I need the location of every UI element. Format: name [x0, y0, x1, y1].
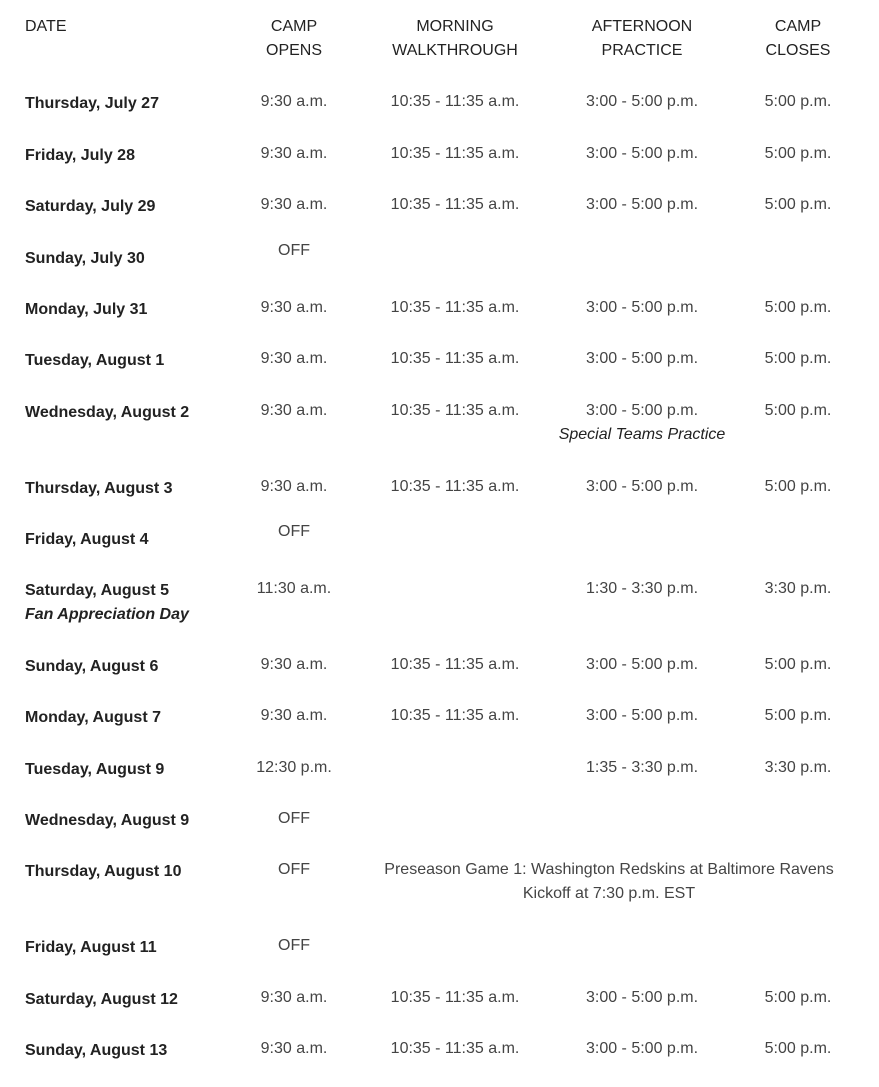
camp-opens-cell: 9:30 a.m. — [260, 1040, 328, 1057]
camp-closes-cell: 5:00 p.m. — [764, 350, 832, 367]
afternoon-time: 3:00 - 5:00 p.m. — [585, 478, 699, 495]
camp-opens-cell: 9:30 a.m. — [260, 989, 328, 1006]
camp-opens-cell: 9:30 a.m. — [260, 145, 328, 162]
date-text: Tuesday, August 1 — [25, 352, 165, 369]
table-row — [0, 193, 879, 243]
morning-walkthrough-cell: 10:35 - 11:35 a.m. — [390, 145, 520, 162]
morning-walkthrough-cell: 10:35 - 11:35 a.m. — [390, 299, 520, 316]
date-cell — [25, 401, 189, 425]
afternoon-practice-cell — [586, 475, 698, 499]
afternoon-time: 1:35 - 3:30 p.m. — [585, 759, 699, 776]
camp-opens-cell: 9:30 a.m. — [260, 402, 328, 419]
camp-opens-cell: 9:30 a.m. — [260, 656, 328, 673]
table-row — [0, 347, 879, 397]
table-row — [0, 756, 879, 806]
morning-walkthrough-cell: 10:35 - 11:35 a.m. — [390, 93, 520, 110]
header-camp-opens-line1: CAMP — [270, 18, 318, 35]
header-afternoon-line1: AFTERNOON — [591, 18, 693, 35]
afternoon-practice-cell — [586, 90, 698, 114]
header-date: DATE — [25, 18, 67, 35]
camp-closes-cell: 5:00 p.m. — [764, 93, 832, 110]
afternoon-practice-cell — [586, 577, 698, 601]
afternoon-practice-cell — [586, 347, 698, 371]
afternoon-practice-cell — [586, 704, 698, 728]
camp-opens-cell: 9:30 a.m. — [260, 93, 328, 110]
afternoon-time: 3:00 - 5:00 p.m. — [585, 656, 699, 673]
date-cell — [25, 528, 149, 552]
game-kickoff: Kickoff at 7:30 p.m. EST — [522, 885, 696, 902]
header-camp-closes-line1: CAMP — [774, 18, 822, 35]
afternoon-practice-cell — [586, 756, 698, 780]
afternoon-time: 3:00 - 5:00 p.m. — [585, 989, 699, 1006]
afternoon-practice-cell — [559, 399, 726, 447]
table-row — [0, 934, 879, 984]
date-cell — [25, 349, 164, 373]
date-text: Sunday, July 30 — [25, 250, 145, 267]
camp-opens-cell: 9:30 a.m. — [260, 350, 328, 367]
morning-walkthrough-cell: 10:35 - 11:35 a.m. — [390, 1040, 520, 1057]
date-cell — [25, 706, 161, 730]
header-morning-line2: WALKTHROUGH — [392, 42, 518, 59]
date-cell — [25, 758, 164, 782]
camp-closes-cell: 3:30 p.m. — [764, 580, 832, 597]
date-cell — [25, 860, 181, 884]
header-afternoon-practice — [592, 15, 692, 63]
camp-closes-cell: 3:30 p.m. — [764, 759, 832, 776]
table-row — [0, 296, 879, 346]
camp-closes-cell: 5:00 p.m. — [764, 478, 832, 495]
table-row — [0, 242, 879, 295]
preseason-game-note — [384, 858, 833, 906]
camp-closes-cell: 5:00 p.m. — [764, 989, 832, 1006]
camp-closes-cell: 5:00 p.m. — [764, 656, 832, 673]
header-morning-line1: MORNING — [416, 18, 494, 35]
table-row — [0, 577, 879, 627]
date-text: Tuesday, August 9 — [25, 761, 165, 778]
camp-opens-cell: OFF — [278, 523, 310, 540]
table-row — [0, 475, 879, 525]
date-text: Saturday, August 12 — [25, 991, 178, 1008]
table-row — [0, 704, 879, 754]
afternoon-practice-cell — [586, 296, 698, 320]
morning-walkthrough-cell: 10:35 - 11:35 a.m. — [390, 707, 520, 724]
date-text: Saturday, July 29 — [25, 198, 156, 215]
date-text: Friday, July 28 — [25, 147, 135, 164]
date-cell — [25, 579, 189, 627]
date-text: Friday, August 11 — [25, 939, 157, 956]
camp-opens-cell: OFF — [278, 861, 310, 878]
camp-closes-cell: 5:00 p.m. — [764, 299, 832, 316]
afternoon-practice-cell — [586, 1037, 698, 1061]
camp-opens-cell: OFF — [278, 242, 310, 259]
morning-walkthrough-cell: 10:35 - 11:35 a.m. — [390, 478, 520, 495]
date-text: Thursday, August 3 — [25, 480, 173, 497]
table-row — [0, 858, 879, 908]
date-text: Thursday, July 27 — [25, 95, 159, 112]
afternoon-time: 3:00 - 5:00 p.m. — [585, 93, 699, 110]
table-row — [0, 523, 879, 576]
header-camp-opens — [266, 15, 322, 63]
table-row — [0, 142, 879, 192]
table-row — [0, 807, 879, 857]
table-row — [0, 986, 879, 1036]
date-cell — [25, 1039, 167, 1063]
afternoon-practice-cell — [586, 142, 698, 166]
afternoon-time: 3:00 - 5:00 p.m. — [585, 1040, 699, 1057]
date-text: Sunday, August 6 — [25, 658, 159, 675]
morning-walkthrough-cell: 10:35 - 11:35 a.m. — [390, 989, 520, 1006]
morning-walkthrough-cell: 10:35 - 11:35 a.m. — [390, 196, 520, 213]
camp-opens-cell: 9:30 a.m. — [260, 299, 328, 316]
morning-walkthrough-cell: 10:35 - 11:35 a.m. — [390, 656, 520, 673]
camp-opens-cell: 11:30 a.m. — [256, 580, 332, 597]
camp-closes-cell: 5:00 p.m. — [764, 196, 832, 213]
afternoon-time: 3:00 - 5:00 p.m. — [585, 350, 699, 367]
afternoon-time: 3:00 - 5:00 p.m. — [585, 707, 699, 724]
camp-opens-cell: 9:30 a.m. — [260, 478, 328, 495]
header-camp-opens-line2: OPENS — [265, 42, 323, 59]
date-text: Wednesday, August 2 — [25, 404, 190, 421]
camp-opens-cell: OFF — [278, 937, 310, 954]
afternoon-practice-cell — [586, 986, 698, 1010]
date-cell — [25, 92, 159, 116]
afternoon-time: 3:00 - 5:00 p.m. — [585, 402, 699, 419]
date-text: Sunday, August 13 — [25, 1042, 168, 1059]
table-row — [0, 1037, 879, 1087]
morning-walkthrough-cell: 10:35 - 11:35 a.m. — [390, 350, 520, 367]
afternoon-time: 3:00 - 5:00 p.m. — [585, 145, 699, 162]
afternoon-time: 3:00 - 5:00 p.m. — [585, 196, 699, 213]
date-note: Fan Appreciation Day — [25, 606, 189, 623]
camp-closes-cell: 5:00 p.m. — [764, 402, 832, 419]
date-cell — [25, 936, 157, 960]
header-afternoon-line2: PRACTICE — [601, 42, 683, 59]
date-cell — [25, 809, 189, 833]
date-text: Wednesday, August 9 — [25, 812, 190, 829]
date-cell — [25, 477, 173, 501]
camp-closes-cell: 5:00 p.m. — [764, 145, 832, 162]
date-cell — [25, 247, 145, 271]
date-cell — [25, 195, 155, 219]
afternoon-time: 1:30 - 3:30 p.m. — [585, 580, 699, 597]
date-text: Thursday, August 10 — [25, 863, 182, 880]
camp-closes-cell: 5:00 p.m. — [764, 1040, 832, 1057]
date-cell — [25, 144, 135, 168]
header-morning-walkthrough — [392, 15, 518, 63]
table-row — [0, 90, 879, 140]
camp-opens-cell: 12:30 p.m. — [256, 759, 332, 776]
afternoon-practice-cell — [586, 653, 698, 677]
table-row — [0, 399, 879, 449]
date-cell — [25, 298, 147, 322]
game-matchup: Preseason Game 1: Washington Redskins at Baltimore Ravens — [384, 861, 834, 878]
afternoon-note: Special Teams Practice — [558, 426, 726, 443]
date-text: Saturday, August 5 — [25, 582, 170, 599]
table-row — [0, 653, 879, 703]
afternoon-practice-cell — [586, 193, 698, 217]
morning-walkthrough-cell: 10:35 - 11:35 a.m. — [390, 402, 520, 419]
header-camp-closes — [766, 15, 831, 63]
date-text: Friday, August 4 — [25, 531, 149, 548]
date-text: Monday, July 31 — [25, 301, 148, 318]
camp-closes-cell: 5:00 p.m. — [764, 707, 832, 724]
date-cell — [25, 988, 178, 1012]
camp-opens-cell: 9:30 a.m. — [260, 707, 328, 724]
date-cell — [25, 655, 158, 679]
camp-opens-cell: 9:30 a.m. — [260, 196, 328, 213]
header-camp-closes-line2: CLOSES — [765, 42, 831, 59]
date-text: Monday, August 7 — [25, 709, 161, 726]
afternoon-time: 3:00 - 5:00 p.m. — [585, 299, 699, 316]
camp-opens-cell: OFF — [278, 810, 310, 827]
